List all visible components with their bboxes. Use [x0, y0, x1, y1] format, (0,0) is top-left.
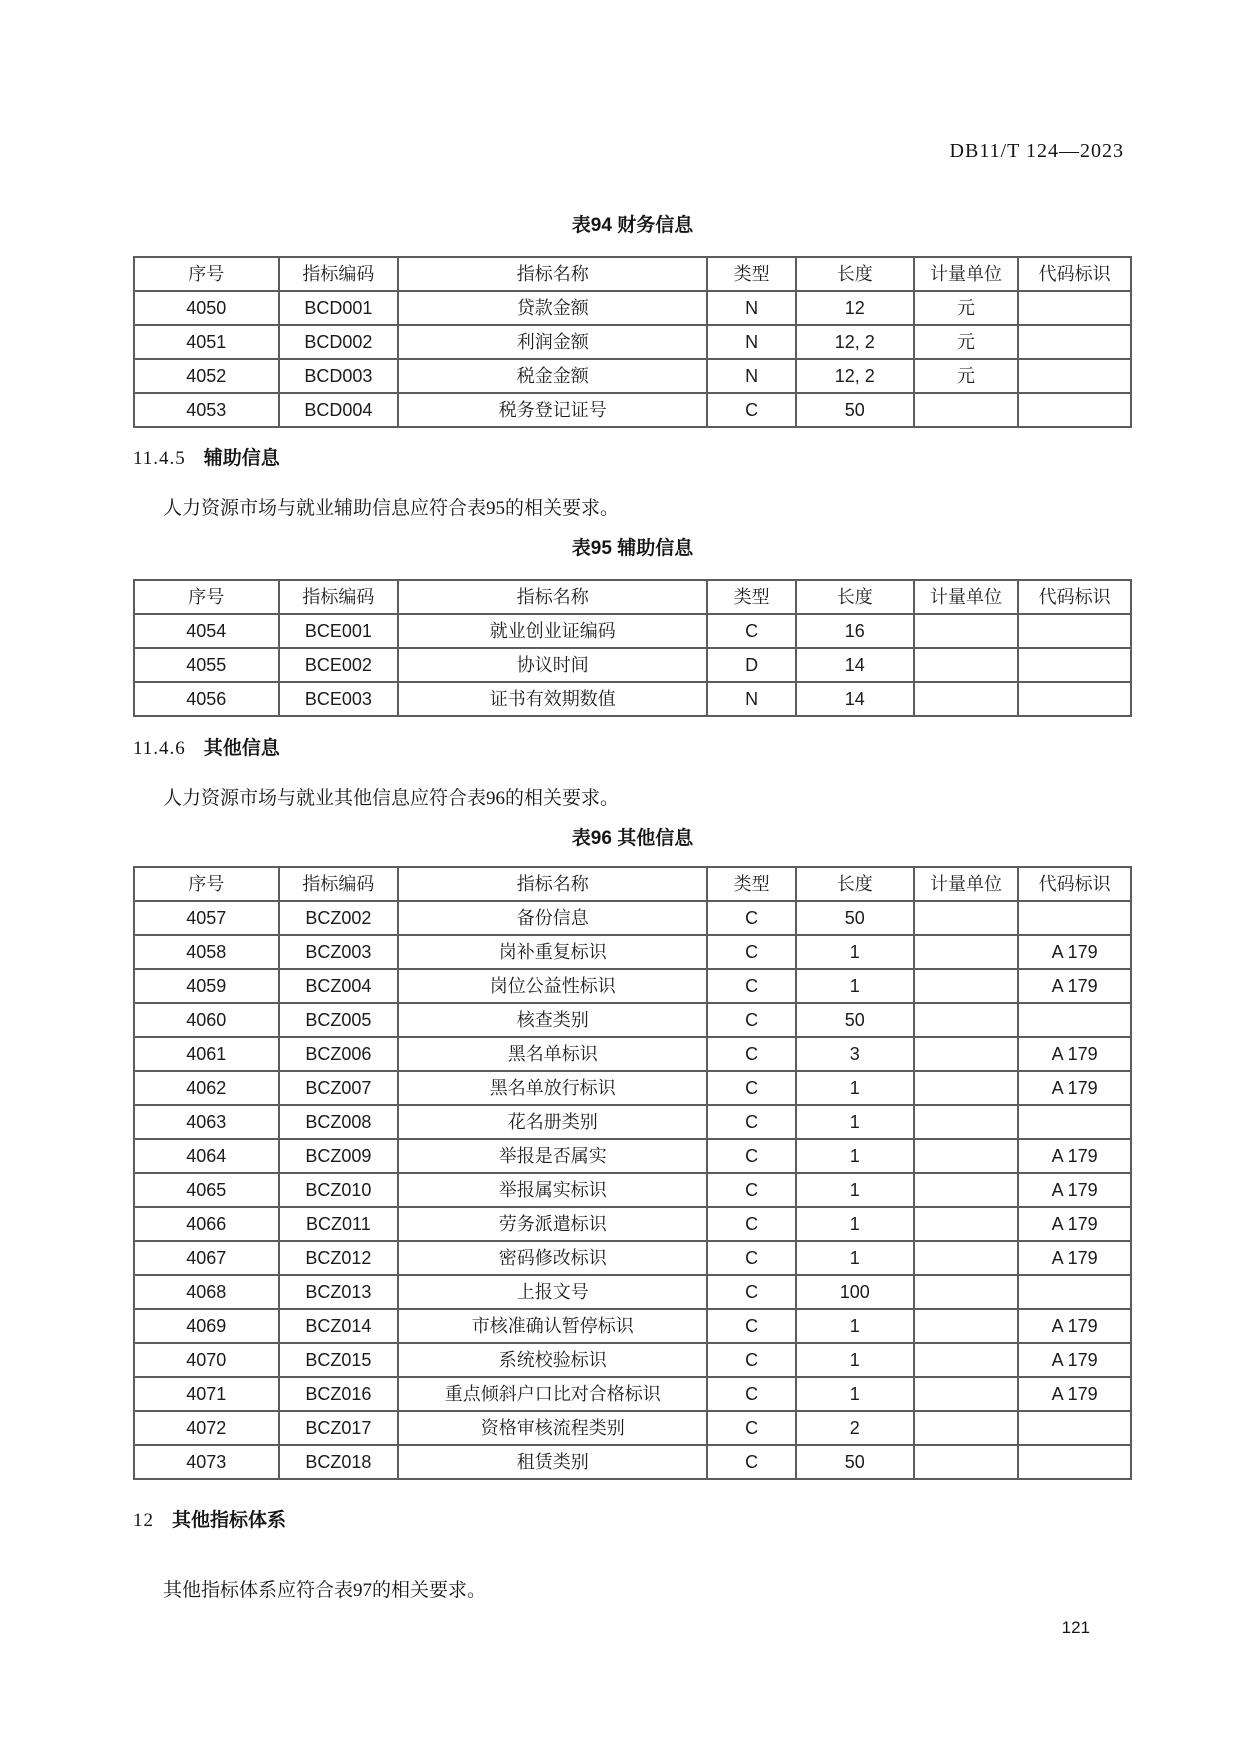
table-cell: 上报文号	[398, 1275, 707, 1309]
table-cell: 市核准确认暂停标识	[398, 1309, 707, 1343]
table-row	[134, 682, 1131, 716]
table-cell: BCZ017	[279, 1411, 399, 1445]
section-number: 11.4.5	[133, 448, 186, 469]
table-cell: 50	[796, 901, 914, 935]
table-cell: 岗位公益性标识	[398, 969, 707, 1003]
table-cell: 黑名单标识	[398, 1037, 707, 1071]
table-cell: 4062	[134, 1071, 279, 1105]
column-header: 计量单位	[914, 580, 1019, 614]
column-header: 指标名称	[398, 867, 707, 901]
table-cell	[914, 1343, 1019, 1377]
table-cell: N	[707, 682, 796, 716]
column-header: 长度	[796, 580, 914, 614]
table-cell: 50	[796, 1003, 914, 1037]
table-row	[134, 1105, 1131, 1139]
column-header: 序号	[134, 580, 279, 614]
table-cell: 4065	[134, 1173, 279, 1207]
table-row	[134, 1173, 1131, 1207]
table-cell: 1	[796, 1241, 914, 1275]
column-header: 指标名称	[398, 580, 707, 614]
table-cell: 元	[914, 291, 1019, 325]
table-cell: 4073	[134, 1445, 279, 1479]
table-cell: C	[707, 1411, 796, 1445]
column-header: 长度	[796, 257, 914, 291]
table-cell: C	[707, 935, 796, 969]
table-cell: 4070	[134, 1343, 279, 1377]
table-cell: 4072	[134, 1411, 279, 1445]
table-cell: 4067	[134, 1241, 279, 1275]
table-cell: C	[707, 393, 796, 427]
table-cell: C	[707, 614, 796, 648]
table-row	[134, 935, 1131, 969]
table-cell: BCZ004	[279, 969, 399, 1003]
table-row	[134, 969, 1131, 1003]
table-cell: 1	[796, 1105, 914, 1139]
table-cell: C	[707, 1071, 796, 1105]
table-cell: 证书有效期数值	[398, 682, 707, 716]
table-cell	[914, 1275, 1019, 1309]
table-cell: 4063	[134, 1105, 279, 1139]
table-cell: 4061	[134, 1037, 279, 1071]
table-cell: 4055	[134, 648, 279, 682]
table-cell: 4068	[134, 1275, 279, 1309]
table-row	[134, 291, 1131, 325]
table-row	[134, 1411, 1131, 1445]
table-cell: 12, 2	[796, 359, 914, 393]
table-cell: C	[707, 901, 796, 935]
table-cell: A 179	[1018, 1071, 1131, 1105]
table-cell: BCD001	[279, 291, 399, 325]
table-cell	[914, 1105, 1019, 1139]
table-cell: 1	[796, 1377, 914, 1411]
table-cell	[914, 1003, 1019, 1037]
column-header: 类型	[707, 580, 796, 614]
table-cell: 1	[796, 1173, 914, 1207]
table-cell: 100	[796, 1275, 914, 1309]
column-header: 指标名称	[398, 257, 707, 291]
table-cell: C	[707, 1207, 796, 1241]
table-row	[134, 1343, 1131, 1377]
table-96-title: 表96 其他信息	[571, 828, 694, 849]
table-cell: 就业创业证编码	[398, 614, 707, 648]
table-cell	[914, 393, 1019, 427]
table-cell	[1018, 393, 1131, 427]
table-cell	[1018, 291, 1131, 325]
table-cell	[914, 648, 1019, 682]
table-cell: A 179	[1018, 1377, 1131, 1411]
table-94	[133, 256, 1132, 428]
header-row	[134, 867, 1131, 901]
table-cell: N	[707, 359, 796, 393]
table-cell: 50	[796, 393, 914, 427]
table-row	[134, 1003, 1131, 1037]
table-cell: C	[707, 1139, 796, 1173]
table-cell: BCZ002	[279, 901, 399, 935]
table-cell: 12	[796, 291, 914, 325]
table-row	[134, 1207, 1131, 1241]
requirement-paragraph: 其他指标体系应符合表97的相关要求。	[163, 1580, 487, 1601]
table-cell: 黑名单放行标识	[398, 1071, 707, 1105]
table-cell: 4060	[134, 1003, 279, 1037]
header-row	[134, 580, 1131, 614]
table-cell: 租赁类别	[398, 1445, 707, 1479]
table-cell: C	[707, 1105, 796, 1139]
table-cell: 花名册类别	[398, 1105, 707, 1139]
table-row	[134, 1309, 1131, 1343]
table-cell	[1018, 325, 1131, 359]
table-cell	[1018, 1411, 1131, 1445]
requirement-paragraph: 人力资源市场与就业其他信息应符合表96的相关要求。	[163, 788, 620, 809]
doc-code: DB11/T 124—2023	[949, 140, 1124, 162]
table-cell: BCZ016	[279, 1377, 399, 1411]
table-cell: 协议时间	[398, 648, 707, 682]
table-cell	[1018, 901, 1131, 935]
table-cell: C	[707, 1173, 796, 1207]
table-cell	[914, 1377, 1019, 1411]
table-cell	[1018, 359, 1131, 393]
table-cell: BCZ009	[279, 1139, 399, 1173]
table-cell: 税金金额	[398, 359, 707, 393]
column-header: 代码标识	[1018, 580, 1131, 614]
table-cell	[914, 614, 1019, 648]
table-cell: 1	[796, 969, 914, 1003]
header-row	[134, 257, 1131, 291]
section-heading-11-4-6	[133, 737, 1132, 761]
table-cell: C	[707, 1037, 796, 1071]
table-cell: 1	[796, 935, 914, 969]
page-content	[133, 0, 1132, 1638]
table-cell: BCD003	[279, 359, 399, 393]
table-row	[134, 1139, 1131, 1173]
table-cell: N	[707, 325, 796, 359]
column-header: 长度	[796, 867, 914, 901]
table-cell: 1	[796, 1139, 914, 1173]
table-cell: 举报是否属实	[398, 1139, 707, 1173]
table-cell: 4054	[134, 614, 279, 648]
table-cell	[914, 901, 1019, 935]
table-cell: A 179	[1018, 1173, 1131, 1207]
section-heading-11-4-5	[133, 447, 1132, 471]
table-cell	[914, 1173, 1019, 1207]
table-cell: A 179	[1018, 1037, 1131, 1071]
table-row	[134, 1377, 1131, 1411]
table-cell: A 179	[1018, 1343, 1131, 1377]
table-row	[134, 1241, 1131, 1275]
table-cell: 元	[914, 325, 1019, 359]
column-header: 指标编码	[279, 867, 399, 901]
table-cell: 税务登记证号	[398, 393, 707, 427]
table-cell: 12, 2	[796, 325, 914, 359]
table-cell: BCZ014	[279, 1309, 399, 1343]
table-cell: 50	[796, 1445, 914, 1479]
table-cell: A 179	[1018, 969, 1131, 1003]
table-cell: 4050	[134, 291, 279, 325]
table-cell	[1018, 614, 1131, 648]
table-cell	[914, 935, 1019, 969]
table-cell	[914, 1411, 1019, 1445]
table-cell: BCZ012	[279, 1241, 399, 1275]
table-cell: 利润金额	[398, 325, 707, 359]
table-cell: A 179	[1018, 1139, 1131, 1173]
table-cell	[1018, 1003, 1131, 1037]
table-cell: C	[707, 1275, 796, 1309]
table-cell: 2	[796, 1411, 914, 1445]
table-cell: C	[707, 1309, 796, 1343]
table-96	[133, 866, 1132, 1480]
requirement-paragraph: 人力资源市场与就业辅助信息应符合表95的相关要求。	[163, 498, 620, 519]
table-cell: 3	[796, 1037, 914, 1071]
table-cell: 14	[796, 648, 914, 682]
section-number: 11.4.6	[133, 738, 186, 759]
table-cell: N	[707, 291, 796, 325]
table-cell: BCZ007	[279, 1071, 399, 1105]
section-label: 其他信息	[203, 738, 280, 759]
column-header: 序号	[134, 867, 279, 901]
page-number: 121	[1061, 1618, 1090, 1637]
table-cell: 贷款金额	[398, 291, 707, 325]
table-cell: BCD002	[279, 325, 399, 359]
table-cell: C	[707, 1241, 796, 1275]
table-cell: D	[707, 648, 796, 682]
table-cell: C	[707, 1343, 796, 1377]
table-row	[134, 614, 1131, 648]
section-heading-12	[133, 1509, 1132, 1533]
table-cell: 1	[796, 1309, 914, 1343]
table-cell: 4057	[134, 901, 279, 935]
table-cell	[914, 1071, 1019, 1105]
table-cell: 1	[796, 1207, 914, 1241]
table-cell: 劳务派遣标识	[398, 1207, 707, 1241]
table-cell: 元	[914, 359, 1019, 393]
table-95-title: 表95 辅助信息	[571, 538, 694, 559]
column-header: 类型	[707, 257, 796, 291]
table-cell	[1018, 648, 1131, 682]
table-cell	[1018, 682, 1131, 716]
column-header: 序号	[134, 257, 279, 291]
table-row	[134, 901, 1131, 935]
table-cell: 4053	[134, 393, 279, 427]
table-row	[134, 1275, 1131, 1309]
table-cell: 岗补重复标识	[398, 935, 707, 969]
table-cell: BCZ015	[279, 1343, 399, 1377]
table-cell: BCZ003	[279, 935, 399, 969]
table-cell: 4058	[134, 935, 279, 969]
table-row	[134, 393, 1131, 427]
table-cell	[914, 1309, 1019, 1343]
table-cell: BCZ010	[279, 1173, 399, 1207]
table-cell: 4051	[134, 325, 279, 359]
table-cell: A 179	[1018, 1309, 1131, 1343]
table-row	[134, 325, 1131, 359]
table-cell: 1	[796, 1343, 914, 1377]
table-cell: 4059	[134, 969, 279, 1003]
table-cell: BCZ005	[279, 1003, 399, 1037]
column-header: 代码标识	[1018, 257, 1131, 291]
table-cell: 4064	[134, 1139, 279, 1173]
table-cell: 4069	[134, 1309, 279, 1343]
table-row	[134, 1037, 1131, 1071]
table-cell: BCE003	[279, 682, 399, 716]
table-cell: 重点倾斜户口比对合格标识	[398, 1377, 707, 1411]
table-cell: 资格审核流程类别	[398, 1411, 707, 1445]
table-cell: 16	[796, 614, 914, 648]
table-cell: 密码修改标识	[398, 1241, 707, 1275]
table-cell: C	[707, 1377, 796, 1411]
table-cell: BCZ011	[279, 1207, 399, 1241]
table-cell	[914, 682, 1019, 716]
column-header: 指标编码	[279, 257, 399, 291]
table-cell	[914, 1139, 1019, 1173]
table-95	[133, 579, 1132, 717]
table-94-title: 表94 财务信息	[571, 215, 694, 236]
table-row	[134, 1071, 1131, 1105]
column-header: 类型	[707, 867, 796, 901]
table-cell	[1018, 1105, 1131, 1139]
table-cell	[1018, 1445, 1131, 1479]
table-cell: C	[707, 969, 796, 1003]
table-cell: 4066	[134, 1207, 279, 1241]
table-cell	[914, 1037, 1019, 1071]
table-cell	[914, 1445, 1019, 1479]
table-cell	[914, 1207, 1019, 1241]
table-cell: 核查类别	[398, 1003, 707, 1037]
table-cell	[914, 1241, 1019, 1275]
table-row	[134, 1445, 1131, 1479]
section-label: 其他指标体系	[172, 1510, 287, 1531]
table-cell: 14	[796, 682, 914, 716]
table-cell: BCD004	[279, 393, 399, 427]
table-cell: BCZ008	[279, 1105, 399, 1139]
section-number: 12	[133, 1510, 154, 1531]
table-cell: 4052	[134, 359, 279, 393]
table-row	[134, 359, 1131, 393]
table-cell: 系统校验标识	[398, 1343, 707, 1377]
table-cell: 举报属实标识	[398, 1173, 707, 1207]
column-header: 指标编码	[279, 580, 399, 614]
table-cell: BCZ006	[279, 1037, 399, 1071]
table-row	[134, 648, 1131, 682]
table-cell	[1018, 1275, 1131, 1309]
table-cell: A 179	[1018, 1241, 1131, 1275]
section-label: 辅助信息	[203, 448, 280, 469]
table-cell: C	[707, 1445, 796, 1479]
table-cell: A 179	[1018, 935, 1131, 969]
table-cell: BCE001	[279, 614, 399, 648]
table-cell: BCE002	[279, 648, 399, 682]
column-header: 代码标识	[1018, 867, 1131, 901]
table-cell: BCZ018	[279, 1445, 399, 1479]
table-cell: 4056	[134, 682, 279, 716]
table-cell: A 179	[1018, 1207, 1131, 1241]
table-cell	[914, 969, 1019, 1003]
table-cell: 备份信息	[398, 901, 707, 935]
table-cell: 4071	[134, 1377, 279, 1411]
table-cell: 1	[796, 1071, 914, 1105]
column-header: 计量单位	[914, 257, 1019, 291]
table-cell: BCZ013	[279, 1275, 399, 1309]
table-cell: C	[707, 1003, 796, 1037]
column-header: 计量单位	[914, 867, 1019, 901]
